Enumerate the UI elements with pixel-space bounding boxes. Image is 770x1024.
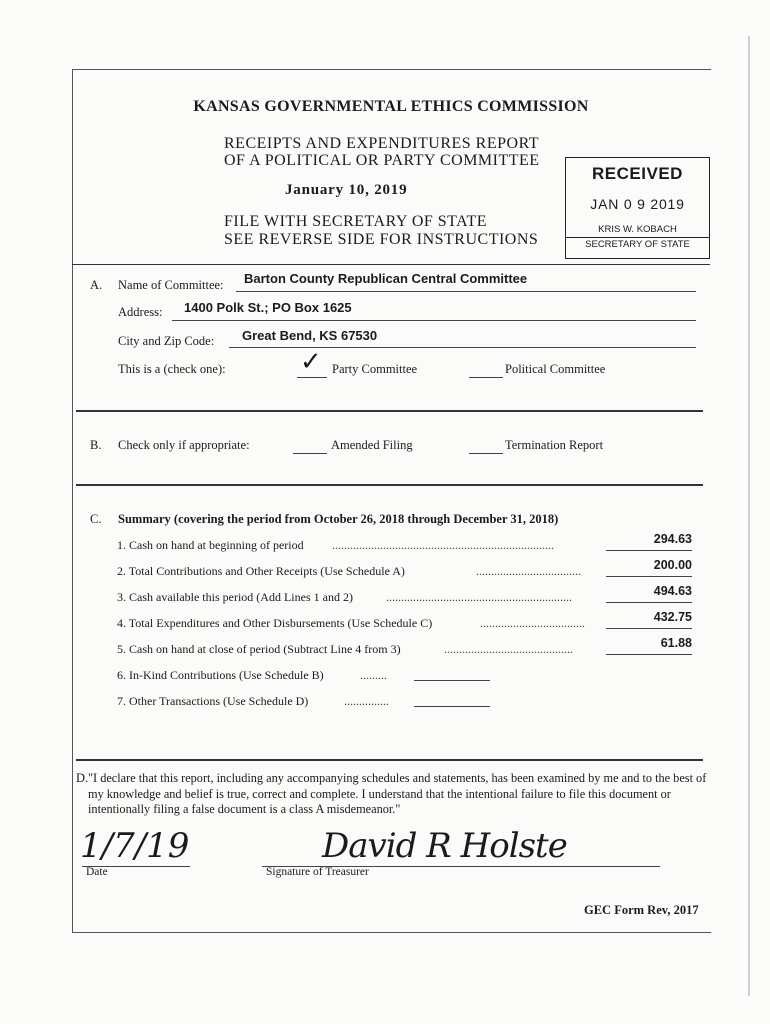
see-reverse-instruction: SEE REVERSE SIDE FOR INSTRUCTIONS [224,231,539,248]
city-zip-label: City and Zip Code: [118,334,215,348]
divider-a [76,410,703,412]
treasurer-signature: David R Holste [322,826,567,866]
received-stamp [565,157,710,259]
stamp-date: JAN 0 9 2019 [590,196,685,212]
report-title-line1: RECEIPTS AND EXPENDITURES REPORT [224,135,540,152]
leader-dots: ............... [344,694,389,708]
committee-name-line [236,291,696,292]
report-title-line2: OF A POLITICAL OR PARTY COMMITTEE [224,152,540,169]
stamp-office: SECRETARY OF STATE [566,237,709,250]
leader-dots: .............................................................. [386,590,572,604]
summary-line-amount: 432.75 [653,610,692,624]
leader-dots: ................................... [480,616,585,630]
party-committee-blank [297,377,327,378]
signature-label: Signature of Treasurer [266,866,369,878]
stamp-received: RECEIVED [592,164,683,183]
summary-line-amount: 494.63 [653,584,692,598]
summary-heading: Summary (covering the period from October 26, 2018 through December 31, 2018) [118,512,559,526]
amount-line [606,628,692,629]
summary-line-label: 2. Total Contributions and Other Receipts (Use Schedule A) [117,564,405,578]
city-zip-value: Great Bend, KS 67530 [242,328,378,343]
amended-filing-label: Amended Filing [331,438,413,452]
leader-dots: ................................... [476,564,581,578]
amended-filing-blank [293,453,327,454]
divider-b [76,484,703,486]
summary-line-amount: 294.63 [653,532,692,546]
section-c-letter: C. [90,512,102,526]
summary-line-label: 7. Other Transactions (Use Schedule D) [117,694,309,708]
summary-line-amount: 200.00 [653,558,692,572]
amount-line [606,654,692,655]
file-with-instruction: FILE WITH SECRETARY OF STATE [224,213,487,230]
check-appropriate-label: Check only if appropriate: [118,438,250,452]
address-line [172,320,696,321]
summary-line-amount: 61.88 [660,636,692,650]
divider-header [72,264,710,265]
summary-line-label: 5. Cash on hand at close of period (Subtract Line 4 from 3) [117,642,401,656]
check-one-label: This is a (check one): [118,362,226,376]
stamp-name: KRIS W. KOBACH [598,224,677,235]
report-date: January 10, 2019 [285,182,408,198]
section-b-letter: B. [90,438,102,452]
declaration-text: "I declare that this report, including any accompanying schedules and statements, has been examined by me and to the best of my knowledge and belief is true, correct and complete. I understand that the intentional failure to file this document or intentionally filing a false document is a class A misdemeanor." [88,771,707,816]
page-edge [748,36,750,996]
termination-report-label: Termination Report [505,438,604,452]
party-committee-checkmark: ✓ [300,347,322,377]
political-committee-blank [469,377,503,378]
political-committee-label: Political Committee [505,362,606,376]
summary-line-label: 3. Cash available this period (Add Lines 1 and 2) [117,590,353,604]
signed-date: 1/7/19 [80,826,190,866]
divider-c [76,759,703,761]
address-label: Address: [118,305,163,319]
form-revision: GEC Form Rev, 2017 [584,903,699,917]
section-d-letter: D. [76,771,89,785]
amount-line [414,706,490,707]
party-committee-label: Party Committee [332,362,418,376]
section-a-letter: A. [90,278,103,292]
form-title: KANSAS GOVERNMENTAL ETHICS COMMISSION [193,98,589,115]
summary-line-label: 6. In-Kind Contributions (Use Schedule B) [117,668,324,682]
committee-name-label: Name of Committee: [118,278,224,292]
leader-dots: ........................................... [444,642,573,656]
leader-dots: .......................................................................... [332,538,554,552]
amount-line [414,680,490,681]
amount-line [606,550,692,551]
summary-line-label: 1. Cash on hand at beginning of period [117,538,304,552]
date-label: Date [86,866,108,878]
termination-report-blank [469,453,503,454]
address-value: 1400 Polk St.; PO Box 1625 [184,300,352,315]
amount-line [606,576,692,577]
amount-line [606,602,692,603]
committee-name-value: Barton County Republican Central Committee [244,271,528,286]
leader-dots: ......... [360,668,387,682]
summary-line-label: 4. Total Expenditures and Other Disbursements (Use Schedule C) [117,616,433,630]
